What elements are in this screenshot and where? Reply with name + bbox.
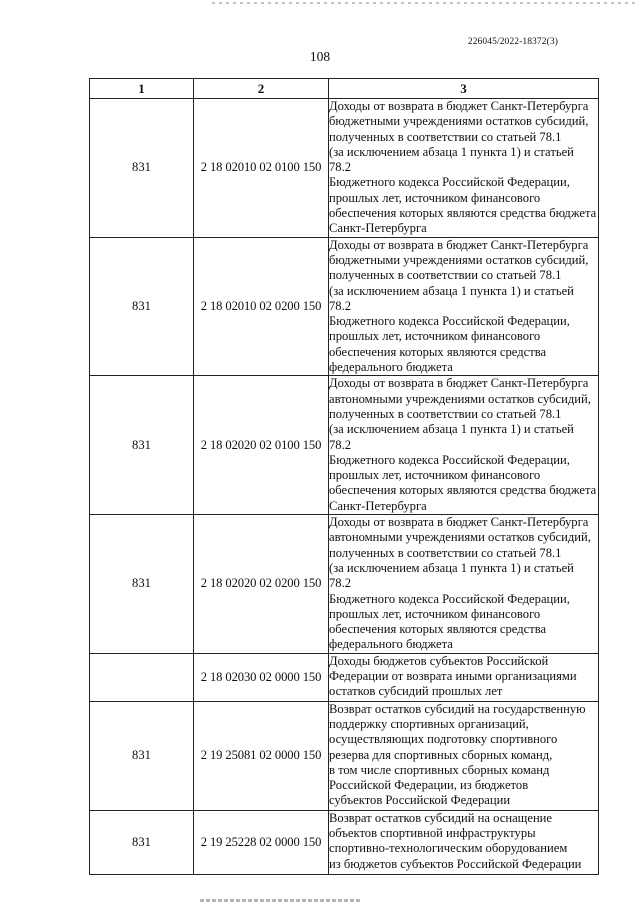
revenue-description-cell: Доходы от возврата в бюджет Санкт-Петербурга автономными учреждениями остатков субсидий, полученных в соответствии со статьей 78.1 (за исключением абзаца 1 пункта 1) и статьей 78.2 Бюджетного кодекса Российской Федерации, прошлых лет, источником финансового обеспечения которых являются средства федерального бюджета: [329, 515, 599, 654]
table-row: [90, 237, 599, 376]
budget-classification-code-cell: 2 18 02010 02 0200 150: [194, 237, 329, 376]
budget-classification-code-cell: 2 18 02010 02 0100 150: [194, 99, 329, 238]
revenue-description-cell: Доходы бюджетов субъектов Российской Федерации от возврата иными организациями остатков субсидий прошлых лет: [329, 653, 599, 701]
budget-codes-table: [89, 78, 599, 875]
scan-artifact-line: [212, 2, 637, 4]
admin-code-cell: 831: [90, 376, 194, 515]
document-registration-number: 226045/2022-18372(3): [467, 37, 558, 47]
admin-code-cell: 831: [90, 810, 194, 874]
column-header-1: 1: [90, 79, 194, 99]
admin-code-cell: 831: [90, 237, 194, 376]
budget-classification-code-cell: 2 18 02020 02 0200 150: [194, 515, 329, 654]
budget-classification-code-cell: 2 19 25228 02 0000 150: [194, 810, 329, 874]
column-header-2: 2: [194, 79, 329, 99]
column-header-3: 3: [329, 79, 599, 99]
revenue-description-cell: Возврат остатков субсидий на оснащение объектов спортивной инфраструктуры спортивно-технологическим оборудованием из бюджетов субъектов Российской Федерации: [329, 810, 599, 874]
revenue-description-cell: Доходы от возврата в бюджет Санкт-Петербурга бюджетными учреждениями остатков субсидий, полученных в соответствии со статьей 78.1 (за исключением абзаца 1 пункта 1) и статьей 78.2 Бюджетного кодекса Российской Федерации, прошлых лет, источником финансового обеспечения которых являются средства федерального бюджета: [329, 237, 599, 376]
table-row: [90, 810, 599, 874]
table-row: [90, 99, 599, 238]
revenue-description-cell: Возврат остатков субсидий на государственную поддержку спортивных организаций, осуществляющих подготовку спортивного резерва для спортивных сборных команд, в том числе спортивных сборных команд Российской Федерации, из бюджетов субъектов Российской Федерации: [329, 701, 599, 810]
scan-artifact-footer: [200, 899, 360, 902]
revenue-description-cell: Доходы от возврата в бюджет Санкт-Петербурга автономными учреждениями остатков субсидий, полученных в соответствии со статьей 78.1 (за исключением абзаца 1 пункта 1) и статьей 78.2 Бюджетного кодекса Российской Федерации, прошлых лет, источником финансового обеспечения которых являются средства бюджета Санкт-Петербурга: [329, 376, 599, 515]
budget-classification-code-cell: 2 18 02030 02 0000 150: [194, 653, 329, 701]
table-row: [90, 515, 599, 654]
admin-code-cell: 831: [90, 99, 194, 238]
revenue-description-cell: Доходы от возврата в бюджет Санкт-Петербурга бюджетными учреждениями остатков субсидий, полученных в соответствии со статьей 78.1 (за исключением абзаца 1 пункта 1) и статьей 78.2 Бюджетного кодекса Российской Федерации, прошлых лет, источником финансового обеспечения которых являются средства бюджета Санкт-Петербурга: [329, 99, 599, 238]
admin-code-cell: 831: [90, 701, 194, 810]
table-header-row: [90, 79, 599, 99]
table-row: [90, 653, 599, 701]
table-row: [90, 701, 599, 810]
budget-classification-code-cell: 2 19 25081 02 0000 150: [194, 701, 329, 810]
budget-classification-code-cell: 2 18 02020 02 0100 150: [194, 376, 329, 515]
admin-code-cell: [90, 653, 194, 701]
page-number: 108: [309, 49, 331, 64]
admin-code-cell: 831: [90, 515, 194, 654]
table-row: [90, 376, 599, 515]
